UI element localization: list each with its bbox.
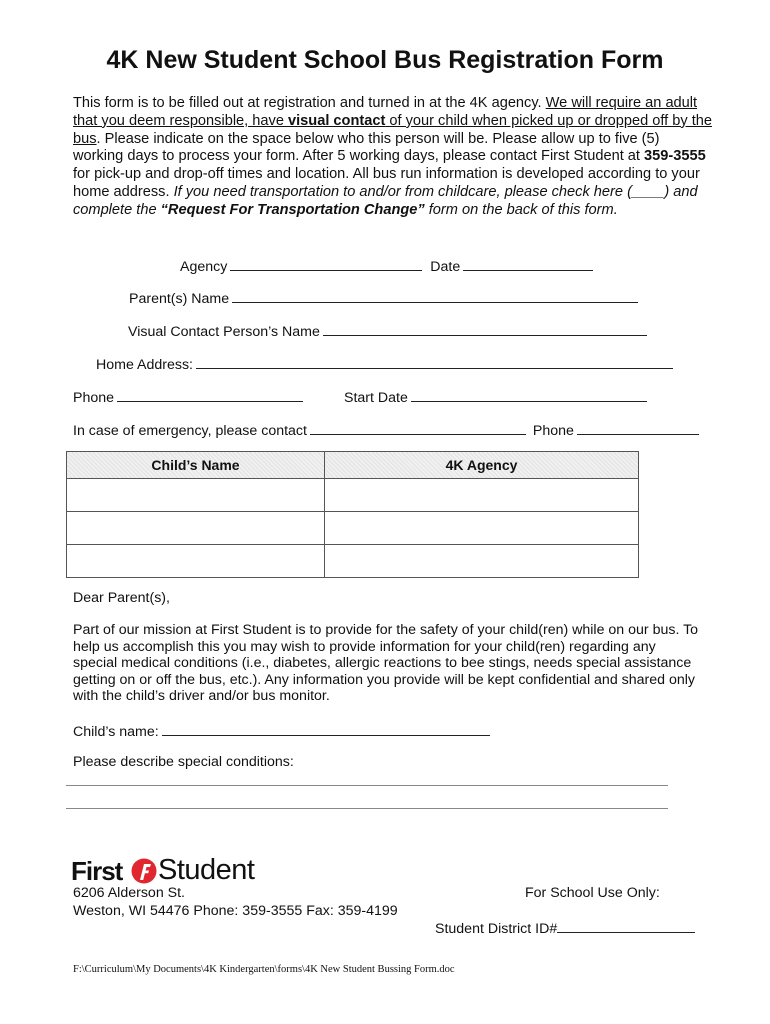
emergency-row bbox=[73, 420, 699, 439]
intro-text-10: form on the back of this form. bbox=[424, 201, 618, 218]
letter-childs-name-row bbox=[73, 721, 490, 740]
district-id-label: Student District ID# bbox=[435, 921, 558, 937]
intro-paragraph bbox=[73, 95, 713, 220]
footer-address-line1: 6206 Alderson St. bbox=[73, 885, 186, 901]
agency-label: Agency bbox=[180, 259, 228, 275]
intro-text-4: of your child when picked up or dropped off by the bus bbox=[73, 112, 713, 147]
parents-name-row bbox=[129, 288, 638, 307]
childs-name-cell[interactable] bbox=[67, 512, 325, 545]
special-conditions-line-2[interactable] bbox=[66, 808, 668, 809]
table-row bbox=[67, 545, 639, 578]
intro-text-7: for pick-up and drop-off times and location. All bus run information is developed according to your home address. bbox=[73, 166, 700, 200]
table-header-row bbox=[67, 452, 639, 479]
phone-label: Phone bbox=[73, 390, 115, 406]
emergency-phone-field[interactable] bbox=[577, 420, 699, 435]
phone-field[interactable] bbox=[117, 387, 303, 402]
letter-body: Part of our mission at First Student is to provide for the safety of your child(ren) while on our bus. To help us accomplish this you may wish to provide information for your child(ren) regarding any special medical conditions (i.e., diabetes, allergic reactions to bee stings, needs special assistance getting on or off the bus, etc.). Any information you provide will be kept confidential and shared only with the child’s driver and/or bus monitor. bbox=[73, 622, 699, 705]
agency-field[interactable] bbox=[230, 256, 422, 271]
date-field[interactable] bbox=[463, 256, 593, 271]
home-address-row bbox=[96, 354, 673, 373]
parents-name-field[interactable] bbox=[232, 288, 638, 303]
table-row bbox=[67, 479, 639, 512]
letter-childs-name-field[interactable] bbox=[162, 721, 490, 736]
childs-name-cell[interactable] bbox=[67, 479, 325, 512]
emergency-contact-label: In case of emergency, please contact bbox=[73, 423, 307, 439]
column-header-childs-name: Child’s Name bbox=[67, 452, 325, 479]
first-student-logo-icon bbox=[131, 858, 157, 884]
special-conditions-label: Please describe special conditions: bbox=[73, 754, 294, 770]
agency-cell[interactable] bbox=[325, 479, 639, 512]
intro-text-6: 359-3555 bbox=[644, 148, 706, 165]
first-student-logo-student: Student bbox=[158, 854, 255, 886]
start-date-label: Start Date bbox=[344, 390, 408, 406]
parents-name-label: Parent(s) Name bbox=[129, 291, 230, 307]
start-date-field[interactable] bbox=[411, 387, 647, 402]
intro-text-9: “Request For Transportation Change” bbox=[160, 201, 425, 218]
file-path: F:\Curriculum\My Documents\4K Kindergarten\forms\4K New Student Bussing Form.doc bbox=[73, 964, 455, 975]
column-header-4k-agency: 4K Agency bbox=[325, 452, 639, 479]
visual-contact-row bbox=[128, 321, 647, 340]
letter-childs-name-label: Child’s name: bbox=[73, 724, 159, 740]
agency-cell[interactable] bbox=[325, 512, 639, 545]
phone-row bbox=[73, 387, 303, 406]
visual-contact-label: Visual Contact Person’s Name bbox=[128, 324, 320, 340]
home-address-label: Home Address: bbox=[96, 357, 193, 373]
childs-name-cell[interactable] bbox=[67, 545, 325, 578]
children-table bbox=[66, 451, 639, 578]
visual-contact-field[interactable] bbox=[323, 321, 647, 336]
district-id-field[interactable] bbox=[557, 918, 695, 933]
intro-text-2: We will require an adult that you deem responsible, have bbox=[73, 95, 698, 129]
intro-text-8: If you need transportation to and/or from childcare, please check here (____) and complete the bbox=[73, 183, 698, 218]
intro-text-1: This form is to be filled out at registration and turned in at the 4K agency. bbox=[73, 95, 546, 111]
table-row bbox=[67, 512, 639, 545]
home-address-field[interactable] bbox=[196, 354, 673, 369]
start-date-row bbox=[344, 387, 647, 406]
footer-address-line2: Weston, WI 54476 Phone: 359-3555 Fax: 359-4199 bbox=[73, 903, 398, 919]
letter-greeting: Dear Parent(s), bbox=[73, 590, 170, 606]
special-conditions-line-1[interactable] bbox=[66, 785, 668, 786]
school-use-label: For School Use Only: bbox=[525, 885, 660, 901]
intro-text-3: visual contact bbox=[288, 112, 386, 129]
district-id-row bbox=[435, 918, 695, 937]
emergency-phone-label: Phone bbox=[532, 423, 574, 439]
emergency-contact-field[interactable] bbox=[310, 420, 526, 435]
agency-cell[interactable] bbox=[325, 545, 639, 578]
form-title: 4K New Student School Bus Registration Form bbox=[106, 46, 664, 74]
date-label: Date bbox=[430, 259, 461, 275]
agency-row bbox=[180, 256, 593, 275]
intro-text-5: . Please indicate on the space below who this person will be. Please allow up to five (5) working days to process your form. After 5 working days, please contact First Student at bbox=[73, 130, 660, 165]
first-student-logo-first: First bbox=[71, 856, 123, 886]
